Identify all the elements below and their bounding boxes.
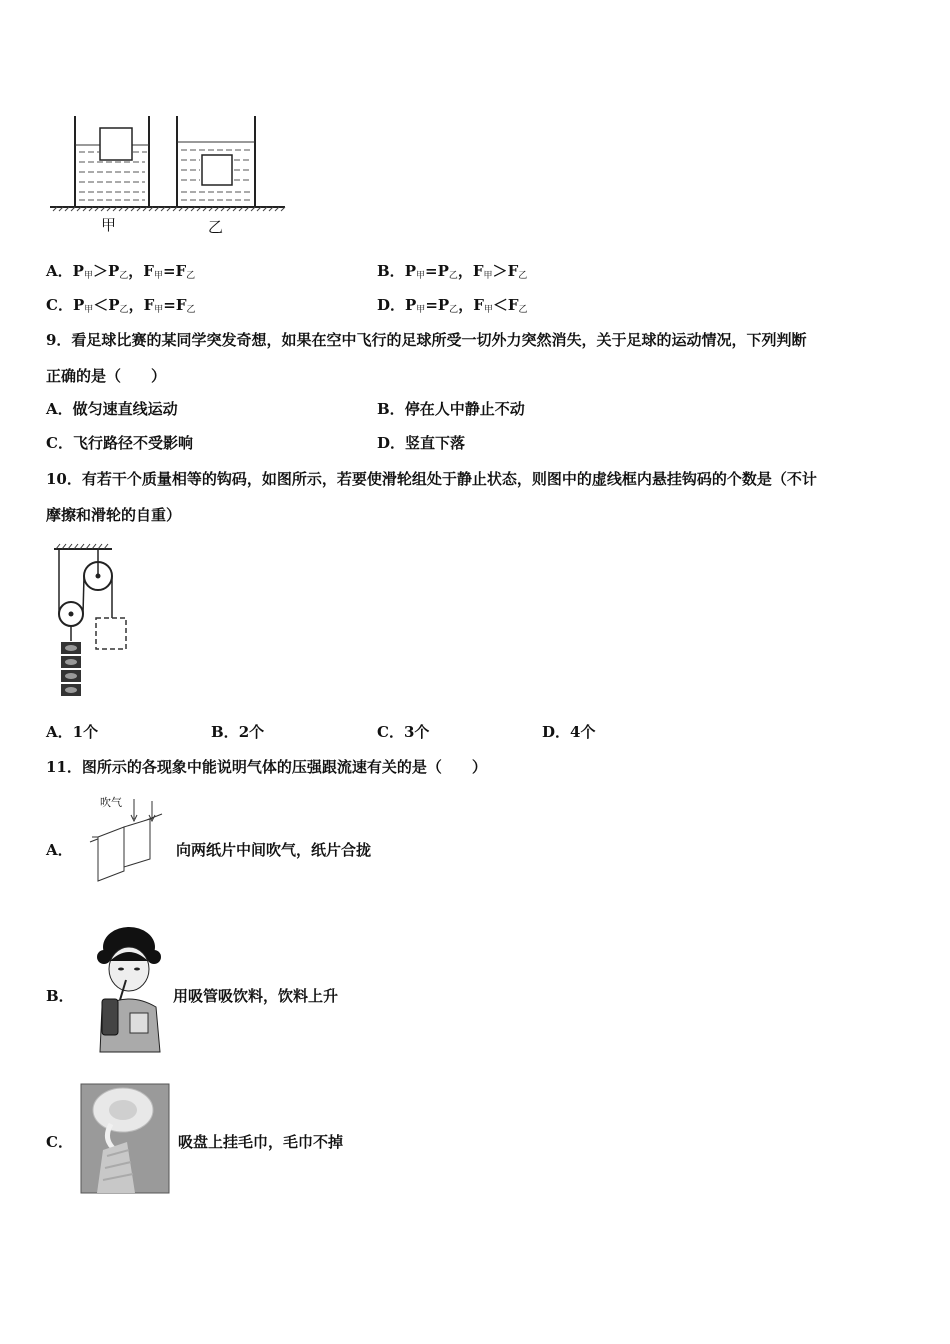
- q11-option-a-letter[interactable]: A．: [46, 841, 73, 859]
- pulley-figure: [52, 543, 137, 703]
- hook-weights: [61, 642, 81, 696]
- q11-option-c-text[interactable]: 吸盘上挂毛巾，毛巾不掉: [178, 1133, 344, 1151]
- q9-option-b[interactable]: B．停在人中静止不动: [377, 400, 525, 418]
- block-yi: [202, 155, 232, 185]
- q8-option-d[interactable]: D．$P_甲=P_乙$，$F_甲<F_乙$: [377, 296, 528, 315]
- q9-option-d[interactable]: D．竖直下落: [377, 434, 466, 452]
- q10-option-c[interactable]: C．3个: [377, 723, 430, 741]
- label-jia: 甲: [101, 216, 117, 234]
- q10-stem-line1: 10．有若干个质量相等的钩码，如图所示，若要使滑轮组处于静止状态，则图中的虚线框内悬挂钩码的个数是（不计: [46, 470, 817, 488]
- q9-option-c[interactable]: C．飞行路径不受影响: [46, 434, 193, 452]
- q9-stem-line1: 9．看足球比赛的某同学突发奇想，如果在空中飞行的足球所受一切外力突然消失，关于足球的运动情况，下列判断: [46, 331, 807, 349]
- q10-option-d[interactable]: D．4个: [542, 723, 596, 741]
- q9-option-a[interactable]: A．做匀速直线运动: [46, 400, 178, 418]
- label-yi: 乙: [208, 218, 224, 236]
- q10-stem-line2: 摩擦和滑轮的自重）: [46, 506, 182, 524]
- q10-option-a[interactable]: A．1个: [46, 723, 99, 741]
- q11-option-a-text[interactable]: 向两纸片中间吹气，纸片合拢: [176, 841, 372, 859]
- q10-option-b[interactable]: B．2个: [211, 723, 265, 741]
- q8-option-c[interactable]: C．$P_甲<P_乙$，$F_甲=F_乙$: [46, 296, 196, 315]
- q11-option-b-letter[interactable]: B．: [46, 987, 74, 1005]
- paper-sheets-figure: [88, 797, 168, 885]
- blow-label: 吹气: [100, 796, 122, 809]
- q8-option-a[interactable]: A．$P_甲>P_乙$，$F_甲=F_乙$: [46, 262, 196, 281]
- q11-option-b-text[interactable]: 用吸管吸饮料，饮料上升: [173, 987, 339, 1005]
- beakers-figure: [45, 110, 290, 235]
- girl-drinking-figure: [90, 925, 168, 1052]
- q9-stem-line2: 正确的是（ ）: [46, 367, 167, 385]
- q11-option-c-letter[interactable]: C．: [46, 1133, 73, 1151]
- block-jia: [100, 128, 132, 160]
- q8-option-b[interactable]: B．$P_甲=P_乙$，$F_甲>F_乙$: [377, 262, 528, 281]
- suction-cup-figure: [81, 1084, 169, 1193]
- dashed-box: [96, 618, 126, 649]
- q11-stem: 11．图所示的各现象中能说明气体的压强跟流速有关的是（ ）: [46, 758, 487, 776]
